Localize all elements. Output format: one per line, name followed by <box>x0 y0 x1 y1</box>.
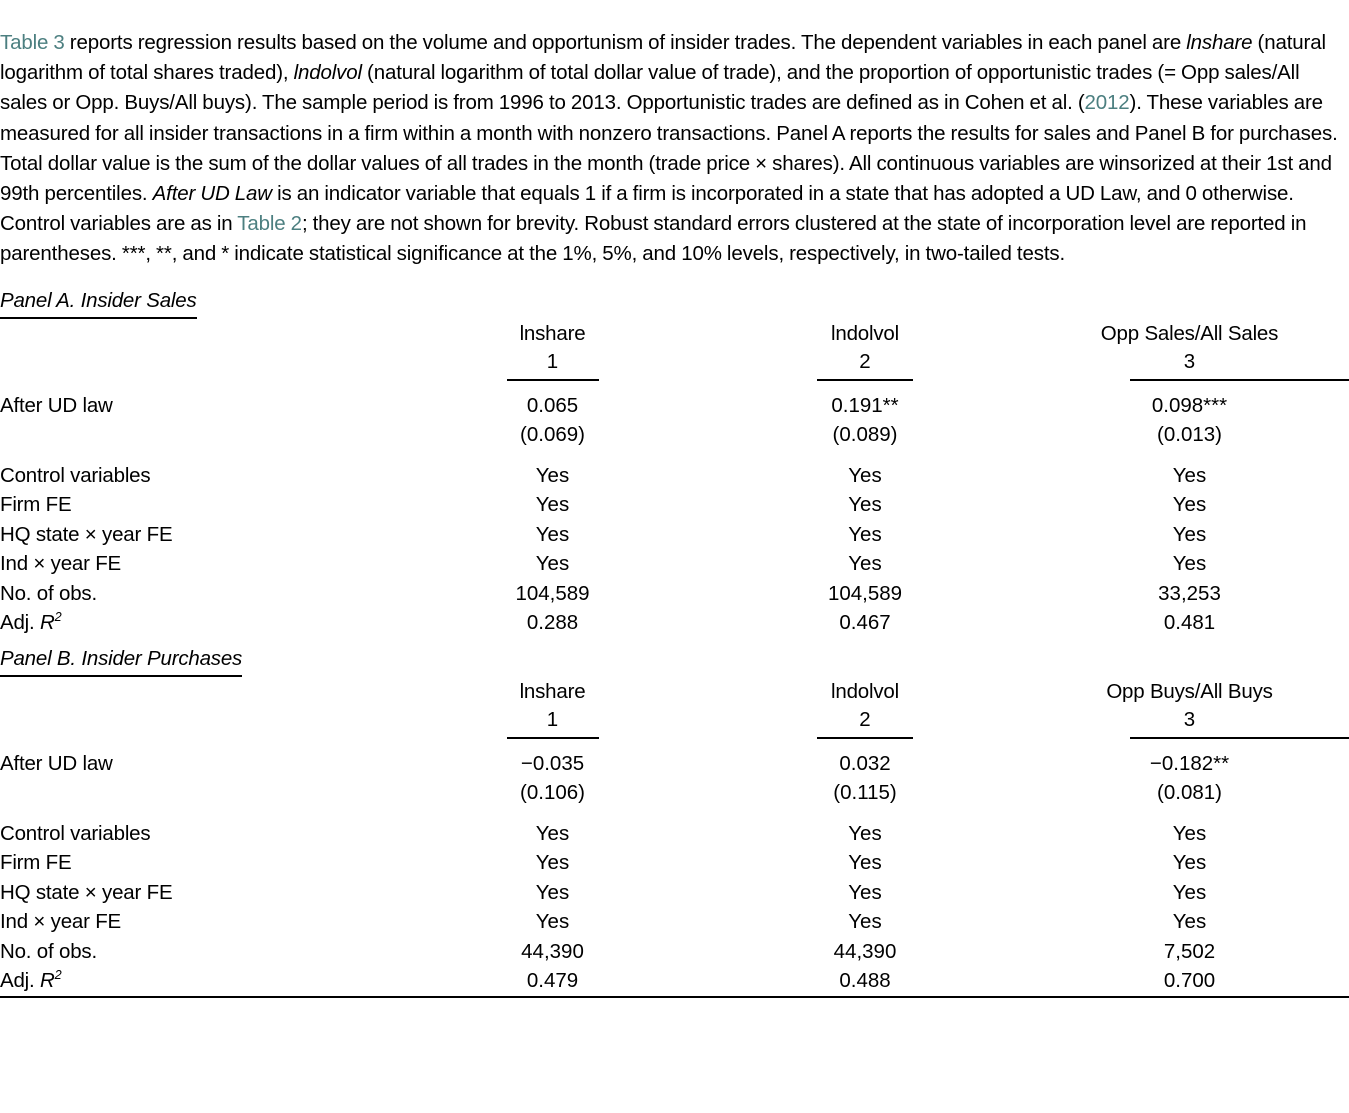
caption-text: reports regression results based on the volume and opportunism of insider trades. The dependent variables in each panel are <box>64 31 1187 54</box>
caption-italic-term: lnshare <box>1186 31 1253 54</box>
panel-a-adjr2-col2: 0.467 <box>839 611 891 635</box>
panel-a-coef-label: After UD law <box>0 393 113 417</box>
panel-a-adjr2-col1: 0.288 <box>526 611 579 635</box>
panel-b-col3-name: Opp Buys/All Buys <box>1106 679 1273 703</box>
table-row <box>0 907 1349 937</box>
panel-a-row0-label: Control variables <box>0 463 151 487</box>
panel-a-col1-number-text: 1 <box>546 349 559 373</box>
panel-a-row0-col1: Yes <box>535 463 570 487</box>
panel-b-coef-col2: 0.032 <box>839 751 891 775</box>
panel-a-col2-number <box>700 348 1030 381</box>
table-row <box>0 608 1349 638</box>
table-row <box>0 878 1349 908</box>
panel-a-row1-col3: Yes <box>1172 493 1207 517</box>
panel-a-row2-col1: Yes <box>535 522 570 546</box>
panel-a-row3-col1: Yes <box>535 552 570 576</box>
table-row <box>0 966 1349 997</box>
panel-b-heading-wrap <box>0 638 1349 677</box>
panel-b-col1-name: lnshare <box>519 679 586 703</box>
table-row <box>0 937 1349 967</box>
panel-b-row2-col3: Yes <box>1172 880 1207 904</box>
panel-a-row1-col1: Yes <box>535 493 570 517</box>
caption-text: (natural logarithm of total dollar value of trade), and the proportion of opportunistic trades (= Opp sales/All sales or Opp. Buys/All buys). The sample period is from 1996 to 2013. Opportunistic trades are defined as in Cohen et al. ( <box>0 61 1300 115</box>
panel-a-row4-label: No. of obs. <box>0 581 97 605</box>
panel-a-col2-number-text: 2 <box>859 349 871 373</box>
panel-b-coef-col1: −0.035 <box>520 751 585 775</box>
panel-b-coef-col3: −0.182** <box>1149 751 1230 775</box>
panel-a-row0-col2: Yes <box>848 463 882 487</box>
panel-b-row3-col3: Yes <box>1172 910 1207 934</box>
caption-reference-link[interactable]: 2012 <box>1084 91 1130 115</box>
panel-b-row4-col1: 44,390 <box>521 939 584 963</box>
table-row <box>0 819 1349 849</box>
table-row <box>0 490 1349 520</box>
panel-b-adjr2-col1: 0.479 <box>526 969 579 993</box>
panel-b-row3-col1: Yes <box>535 910 570 934</box>
panel-b-row1-label: Firm FE <box>0 851 72 875</box>
panel-b-row0-col2: Yes <box>848 821 882 845</box>
panel-a-heading: Panel A. Insider Sales <box>0 288 197 319</box>
panel-a-se-label <box>0 420 405 461</box>
panel-b-heading: Panel B. Insider Purchases <box>0 646 242 677</box>
panel-a-row4-col2: 104,589 <box>827 581 903 605</box>
panel-a-header-names <box>0 319 1349 348</box>
table-bottom-rule-row <box>0 997 1349 998</box>
panel-b-col3-number <box>1030 706 1349 739</box>
panel-a-coef-col3: 0.098*** <box>1151 393 1228 417</box>
caption-reference-link[interactable]: Table 2 <box>237 212 302 236</box>
panel-b-header-names <box>0 677 1349 706</box>
panel-a-col1-number <box>405 348 700 381</box>
table-row <box>0 520 1349 550</box>
panel-b-row2-label: HQ state × year FE <box>0 880 173 904</box>
panel-b-col2-number <box>700 706 1030 739</box>
panel-a-heading-wrap <box>0 280 1349 319</box>
panel-a-row0-col3: Yes <box>1172 463 1207 487</box>
panel-a-row1-label: Firm FE <box>0 493 72 517</box>
caption-text: (natural logarithm of total shares traded), <box>0 31 1326 85</box>
panel-a-col1-name: lnshare <box>519 321 586 345</box>
table-row <box>0 778 1349 819</box>
panel-b-se-col2: (0.115) <box>833 781 897 805</box>
panel-b-row0-col1: Yes <box>535 821 570 845</box>
panel-a-se-col1: (0.069) <box>520 423 585 447</box>
panel-b-row1-col1: Yes <box>535 851 570 875</box>
panel-b-header-numbers <box>0 706 1349 739</box>
caption-reference-link[interactable]: Table 3 <box>0 31 65 54</box>
panel-b-row1-col3: Yes <box>1172 851 1207 875</box>
panel-b-adjr2-col2: 0.488 <box>839 969 891 993</box>
panel-a-adjr2-col3: 0.481 <box>1163 611 1216 635</box>
panel-a-adjr2-symbol: R <box>40 611 55 635</box>
caption-text: is an indicator variable that equals 1 if a firm is incorporated in a state that has adopted a UD Law, and 0 otherwise. Control variables are as in <box>0 182 1294 236</box>
panel-a-row4-col1: 104,589 <box>515 581 590 605</box>
panel-b-adjr2-label <box>0 966 405 997</box>
panel-a-header-num-blank <box>0 348 405 381</box>
panel-b-row1-col2: Yes <box>848 851 882 875</box>
panel-a-col2-name: lndolvol <box>831 321 899 345</box>
caption-text: ; they are not shown for brevity. Robust standard errors clustered at the state of incorporation level are reported in parentheses. ***, **, and * indicate statistical significance at the 1%, 5%, and 10% levels, respectively, in two-tailed tests. <box>0 212 1307 266</box>
panel-b-col2-name: lndolvol <box>831 679 899 703</box>
panel-a-row3-col2: Yes <box>848 552 882 576</box>
panel-a-header-numbers <box>0 348 1349 381</box>
table-row <box>0 381 1349 421</box>
panel-b-col3-number-text: 3 <box>1183 707 1196 731</box>
panel-b-se-label <box>0 778 405 819</box>
panel-a-col3-name: Opp Sales/All Sales <box>1100 321 1279 345</box>
panel-a-row3-col3: Yes <box>1172 552 1207 576</box>
panel-b-col2-number-text: 2 <box>859 707 871 731</box>
panel-a-table <box>0 319 1349 638</box>
panel-b-row4-col3: 7,502 <box>1163 939 1216 963</box>
panel-b-col1-number-text: 1 <box>546 707 559 731</box>
panel-a-coef-col1: 0.065 <box>526 393 579 417</box>
panel-a-adjr2-label <box>0 608 405 638</box>
caption-text: ). These variables are measured for all insider transactions in a firm within a month with nonzero transactions. Panel A reports the results for sales and Panel B for purchases. Total dollar value is the sum of the dollar values of all trades in the month (trade price × shares). All continuous variables are winsorized at their 1st and 99th percentiles. <box>0 91 1338 206</box>
panel-b-row4-label: No. of obs. <box>0 939 97 963</box>
panel-a-header-blank <box>0 319 405 348</box>
caption-italic-term: lndolvol <box>293 61 362 85</box>
panel-b-row2-col1: Yes <box>535 880 570 904</box>
panel-a-row2-col3: Yes <box>1172 522 1207 546</box>
panel-b-coef-label: After UD law <box>0 751 113 775</box>
table-row <box>0 848 1349 878</box>
panel-b-adjr2-symbol: R <box>40 969 55 993</box>
panel-b-adjr2-exponent: 2 <box>54 967 62 983</box>
panel-b-col1-number <box>405 706 700 739</box>
table-row <box>0 420 1349 461</box>
table-row <box>0 579 1349 609</box>
panel-b-row3-col2: Yes <box>848 910 882 934</box>
panel-b-se-col3: (0.081) <box>1157 781 1222 805</box>
panel-a-col3-number-text: 3 <box>1183 349 1196 373</box>
panel-b-row0-label: Control variables <box>0 821 151 845</box>
panel-b-row2-col2: Yes <box>848 880 882 904</box>
panel-a-row2-col2: Yes <box>848 522 882 546</box>
caption-italic-term: After UD Law <box>152 182 272 206</box>
panel-b-row0-col3: Yes <box>1172 821 1207 845</box>
panel-b-se-col1: (0.106) <box>520 781 585 805</box>
panel-b-header-num-blank <box>0 706 405 739</box>
table-row <box>0 549 1349 579</box>
panel-a-se-col2: (0.089) <box>832 423 898 447</box>
panel-b-row4-col2: 44,390 <box>833 939 897 963</box>
table-caption <box>0 0 1349 270</box>
panel-b-adjr2-prefix: Adj. <box>0 969 41 993</box>
panel-a-coef-col2: 0.191** <box>831 393 899 417</box>
panel-b-header-blank <box>0 677 405 706</box>
panel-a-col3-number <box>1030 348 1349 381</box>
table-row <box>0 739 1349 779</box>
table-row <box>0 461 1349 491</box>
panel-b-table <box>0 677 1349 998</box>
panel-b-row3-label: Ind × year FE <box>0 910 122 934</box>
panel-a-row3-label: Ind × year FE <box>0 552 122 576</box>
panel-b-adjr2-col3: 0.700 <box>1163 969 1216 993</box>
panel-a-se-col3: (0.013) <box>1157 423 1222 447</box>
panel-a-row2-label: HQ state × year FE <box>0 522 173 546</box>
panel-a-row4-col3: 33,253 <box>1158 581 1221 605</box>
panel-a-adjr2-prefix: Adj. <box>0 611 41 635</box>
table-bottom-rule <box>0 997 1349 998</box>
panel-a-row1-col2: Yes <box>848 493 882 517</box>
panel-a-adjr2-exponent: 2 <box>54 609 62 625</box>
